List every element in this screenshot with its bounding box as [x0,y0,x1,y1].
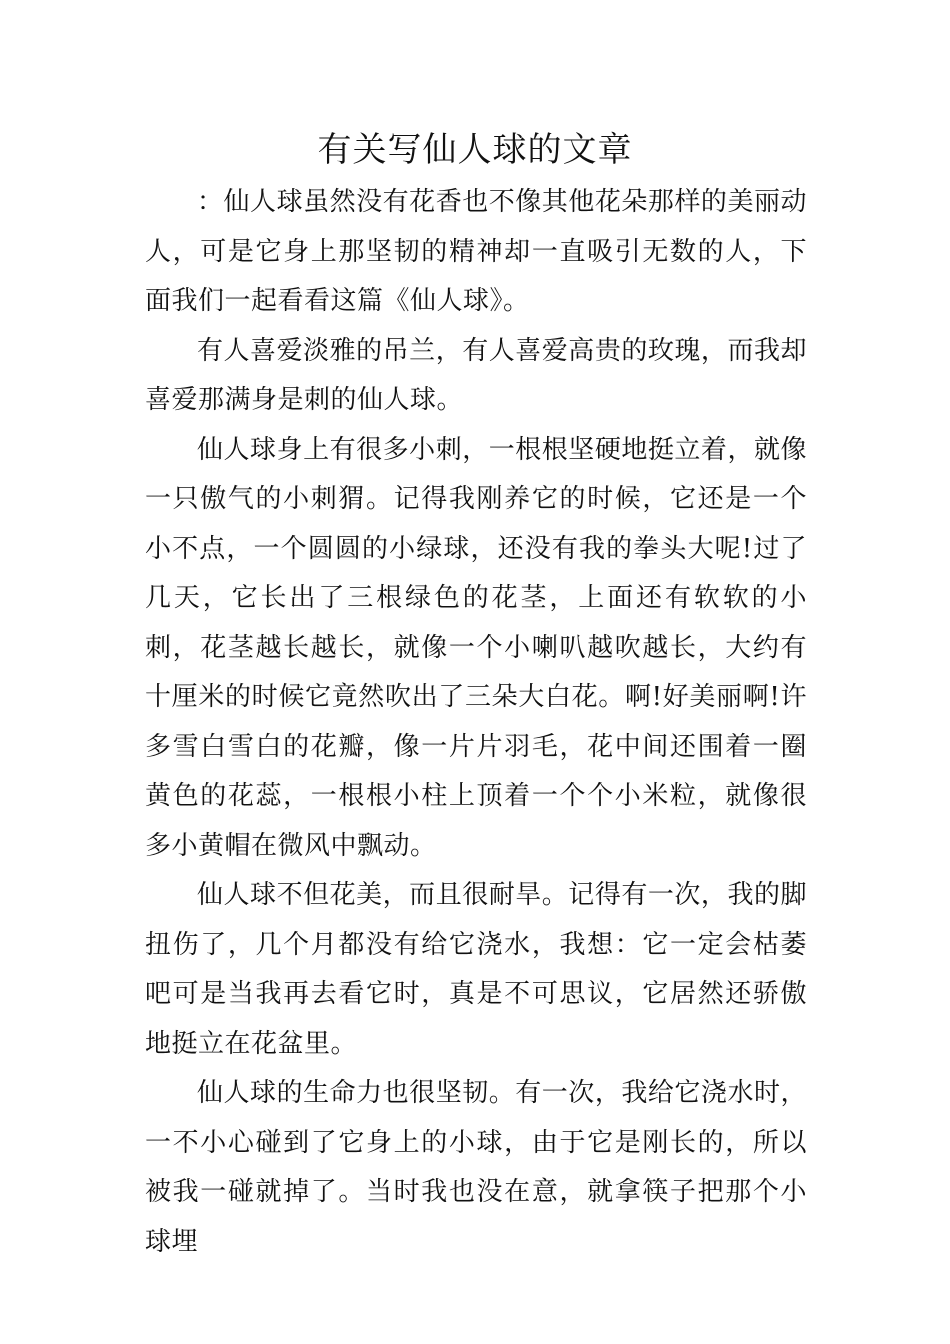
document-body [145,178,807,1267]
paragraph: 有人喜爱淡雅的吊兰，有人喜爱高贵的玫瑰，而我却喜爱那满身是刺的仙人球。 [145,335,807,415]
document-title: 有关写仙人球的文章 [317,130,633,170]
paragraph: 仙人球身上有很多小刺，一根根坚硬地挺立着，就像一只傲气的小刺猬。记得我刚养它的时候，它还是一个小不点，一个圆圆的小绿球，还没有我的拳头大呢!过了几天，它长出了三根绿色的花茎，上面还有软软的小刺，花茎越长越长，就像一个小喇叭越吹越长，大约有十厘米的时候它竟然吹出了三朵大白花。啊!好美丽啊!许多雪白雪白的花瓣，像一片片羽毛，花中间还围着一圈黄色的花蕊，一根根小柱上顶着一个个小米粒，就像很多小黄帽在微风中飘动。 [145,434,807,861]
paragraph: 仙人球不但花美，而且很耐旱。记得有一次，我的脚扭伤了，几个月都没有给它浇水，我想：它一定会枯萎吧可是当我再去看它时，真是不可思议，它居然还骄傲地挺立在花盆里。 [145,880,807,1059]
paragraph: 仙人球的生命力也很坚韧。有一次，我给它浇水时，一不小心碰到了它身上的小球，由于它是刚长的，所以被我一碰就掉了。当时我也没在意，就拿筷子把那个小球埋 [145,1078,807,1257]
paragraph: ：仙人球虽然没有花香也不像其他花朵那样的美丽动人，可是它身上那坚韧的精神却一直吸引无数的人，下面我们一起看看这篇《仙人球》。 [145,187,807,316]
